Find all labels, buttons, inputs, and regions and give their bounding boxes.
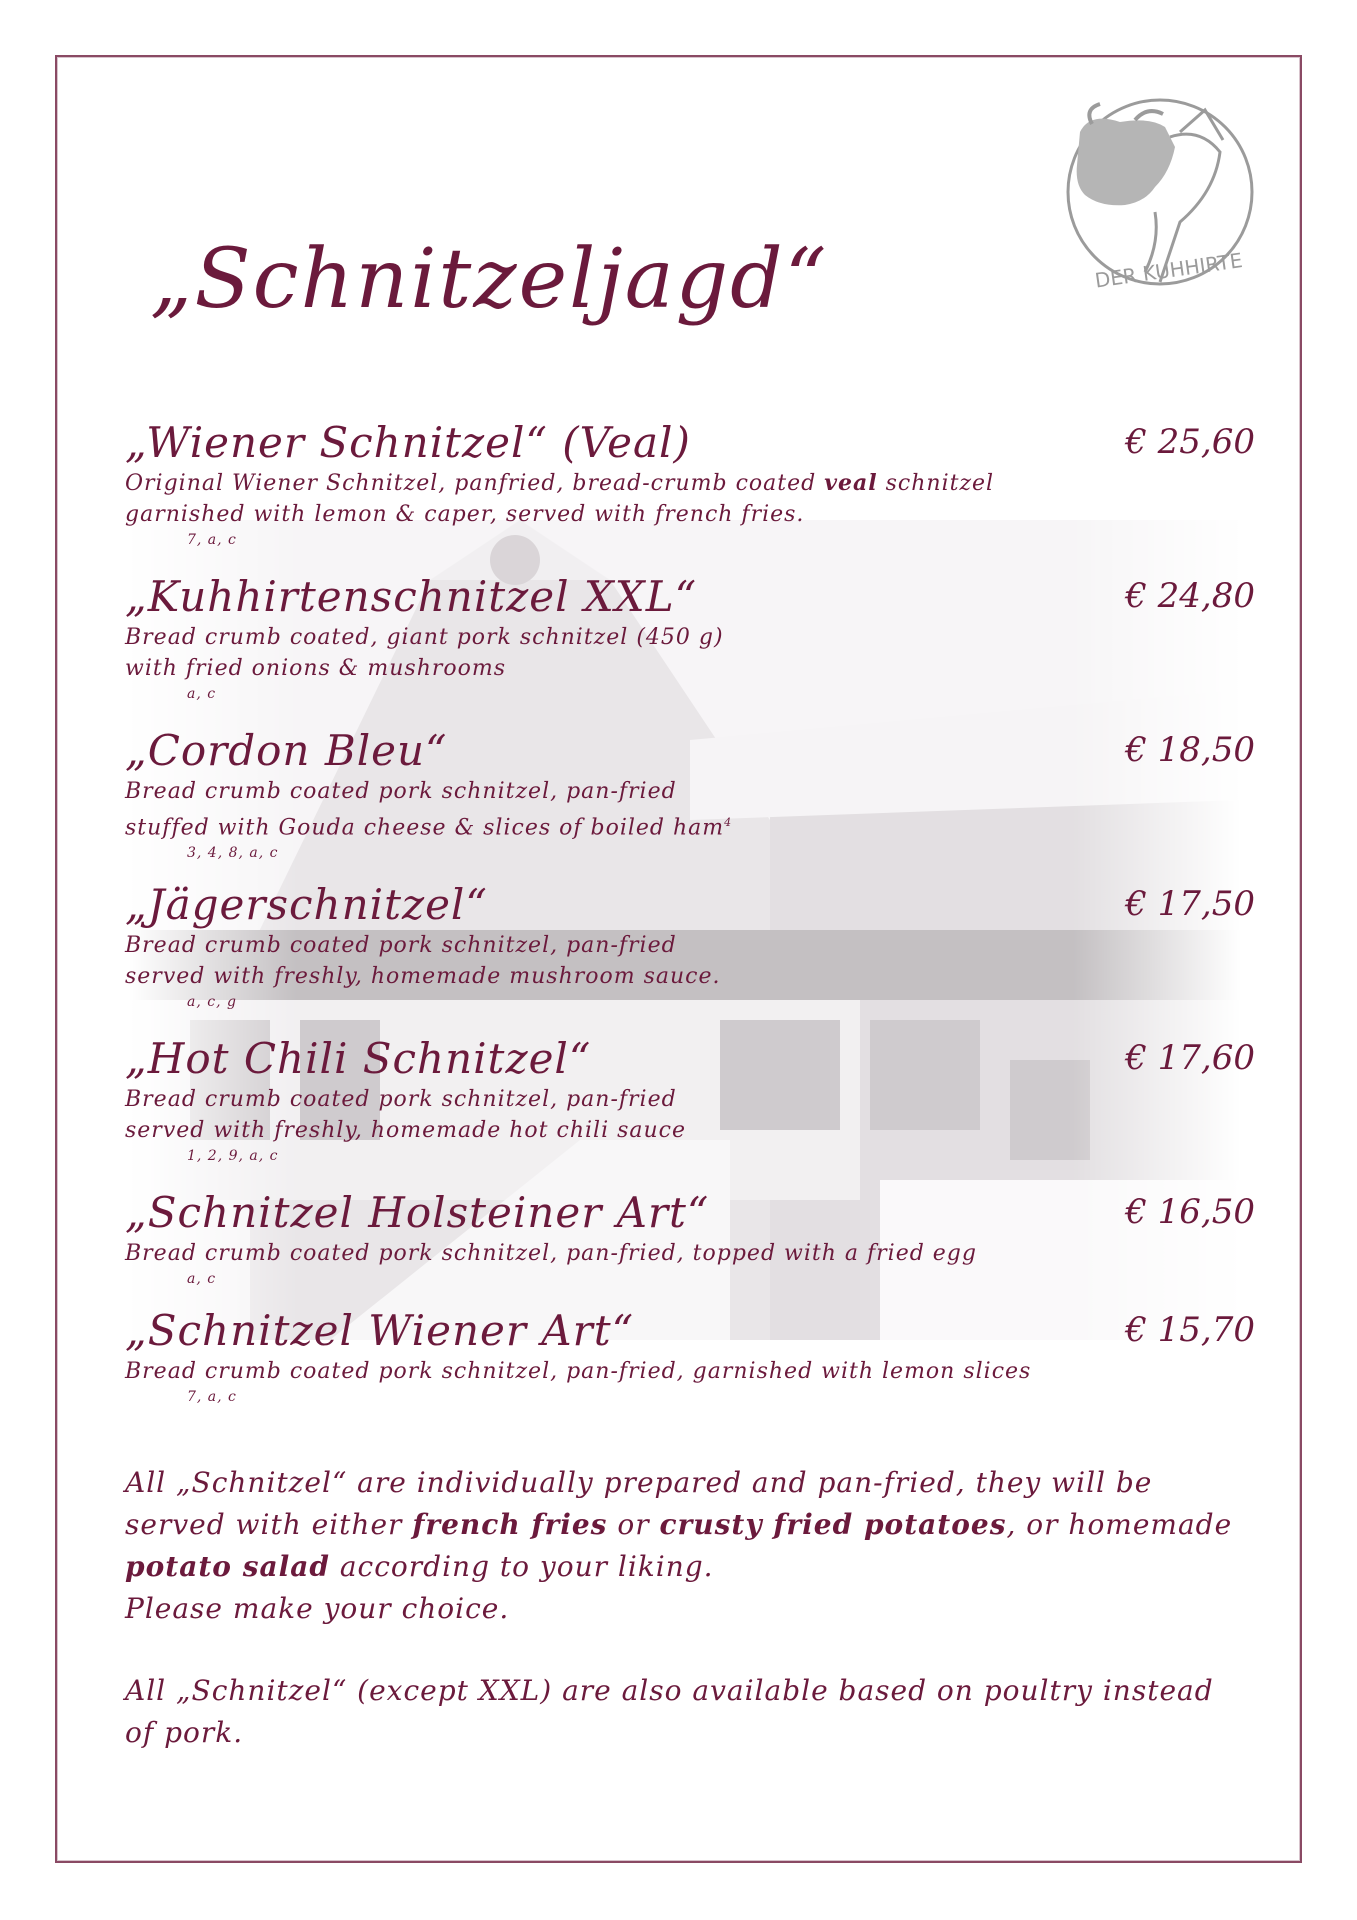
item-description: Bread crumb coated pork schnitzel, pan-fried, topped with a fried egg <box>125 1241 977 1266</box>
desc-text: Original Wiener Schnitzel, panfried, bread-crumb coated <box>125 471 825 496</box>
item-description-line2: served with freshly, homemade mushroom sauce. <box>125 964 721 989</box>
svg-text:DER KUHHIRTE: DER KUHHIRTE <box>1093 248 1244 293</box>
menu-item-jaegerschnitzel <box>125 880 1260 1012</box>
item-name: „Hot Chili Schnitzel“ <box>125 1034 592 1083</box>
menu-item-cordon-bleu <box>125 726 1260 863</box>
desc-text: schnitzel <box>877 471 995 496</box>
item-description: Bread crumb coated pork schnitzel, pan-fried, garnished with lemon slices <box>125 1359 1032 1384</box>
menu-item-wiener-schnitzel-veal <box>125 418 1260 550</box>
item-price: € 16,50 <box>1125 1192 1255 1232</box>
note-text: or <box>607 1508 660 1541</box>
item-description-line2: garnished with lemon & caper, served with french fries. <box>125 502 805 527</box>
item-description: Bread crumb coated pork schnitzel, pan-fried <box>125 933 677 958</box>
note-text: according to your liking. <box>329 1550 714 1583</box>
note-text: All „Schnitzel“ are individually prepared and pan-fried, they will be served with either <box>125 1466 1153 1541</box>
item-allergens: 3, 4, 8, a, c <box>187 845 279 862</box>
item-price: € 24,80 <box>1125 576 1255 616</box>
item-price: € 17,50 <box>1125 884 1255 924</box>
page-title: „Schnitzeljagd“ <box>150 232 829 327</box>
item-allergens: a, c, g <box>187 994 237 1010</box>
choice-note: Please make your choice. <box>125 1592 510 1625</box>
note-bold: crusty fried potatoes <box>659 1508 1007 1541</box>
poultry-note: All „Schnitzel“ (except XXL) are also available based on poultry instead of pork. <box>125 1674 1214 1749</box>
item-name: „Schnitzel Holsteiner Art“ <box>125 1188 710 1237</box>
note-bold: french fries <box>412 1508 608 1541</box>
item-price: € 18,50 <box>1125 730 1255 770</box>
item-allergens: a, c <box>187 1271 217 1287</box>
item-description: Bread crumb coated pork schnitzel, pan-fried <box>125 779 677 804</box>
menu-item-schnitzel-wiener-art <box>125 1306 1260 1407</box>
item-name: „Kuhhirtenschnitzel XXL“ <box>125 572 698 621</box>
item-description-line2: served with freshly, homemade hot chili sauce <box>125 1118 687 1143</box>
item-name: „Jägerschnitzel“ <box>125 880 488 929</box>
item-description: Bread crumb coated pork schnitzel, pan-fried <box>125 1087 677 1112</box>
item-description-line2 <box>125 807 1260 843</box>
item-name: „Schnitzel Wiener Art“ <box>125 1306 635 1355</box>
item-description: Bread crumb coated, giant pork schnitzel (450 g) <box>125 625 724 650</box>
item-name: „Wiener Schnitzel“ (Veal) <box>125 418 691 467</box>
item-description-line2: with fried onions & mushrooms <box>125 656 507 681</box>
item-allergens: 7, a, c <box>187 532 237 548</box>
menu-item-kuhhirtenschnitzel-xxl <box>125 572 1260 704</box>
desc-text: stuffed with Gouda cheese & slices of boiled ham <box>125 815 725 841</box>
item-price: € 17,60 <box>1125 1038 1255 1078</box>
footnote-marker: 4 <box>724 816 733 829</box>
der-kuhhirte-logo <box>1040 92 1265 307</box>
note-bold: potato salad <box>125 1550 330 1583</box>
item-description <box>125 468 1260 499</box>
item-allergens: a, c <box>187 686 217 702</box>
sides-note <box>125 1462 1245 1588</box>
note-text: , or homemade <box>1006 1508 1233 1541</box>
item-name: „Cordon Bleu“ <box>125 726 448 775</box>
item-price: € 15,70 <box>1125 1310 1255 1350</box>
item-price: € 25,60 <box>1125 422 1255 462</box>
desc-bold: veal <box>824 470 878 496</box>
menu-item-hot-chili-schnitzel <box>125 1034 1260 1166</box>
item-allergens: 1, 2, 9, a, c <box>187 1148 279 1164</box>
menu-item-schnitzel-holsteiner-art <box>125 1188 1260 1289</box>
item-allergens: 7, a, c <box>187 1389 237 1405</box>
